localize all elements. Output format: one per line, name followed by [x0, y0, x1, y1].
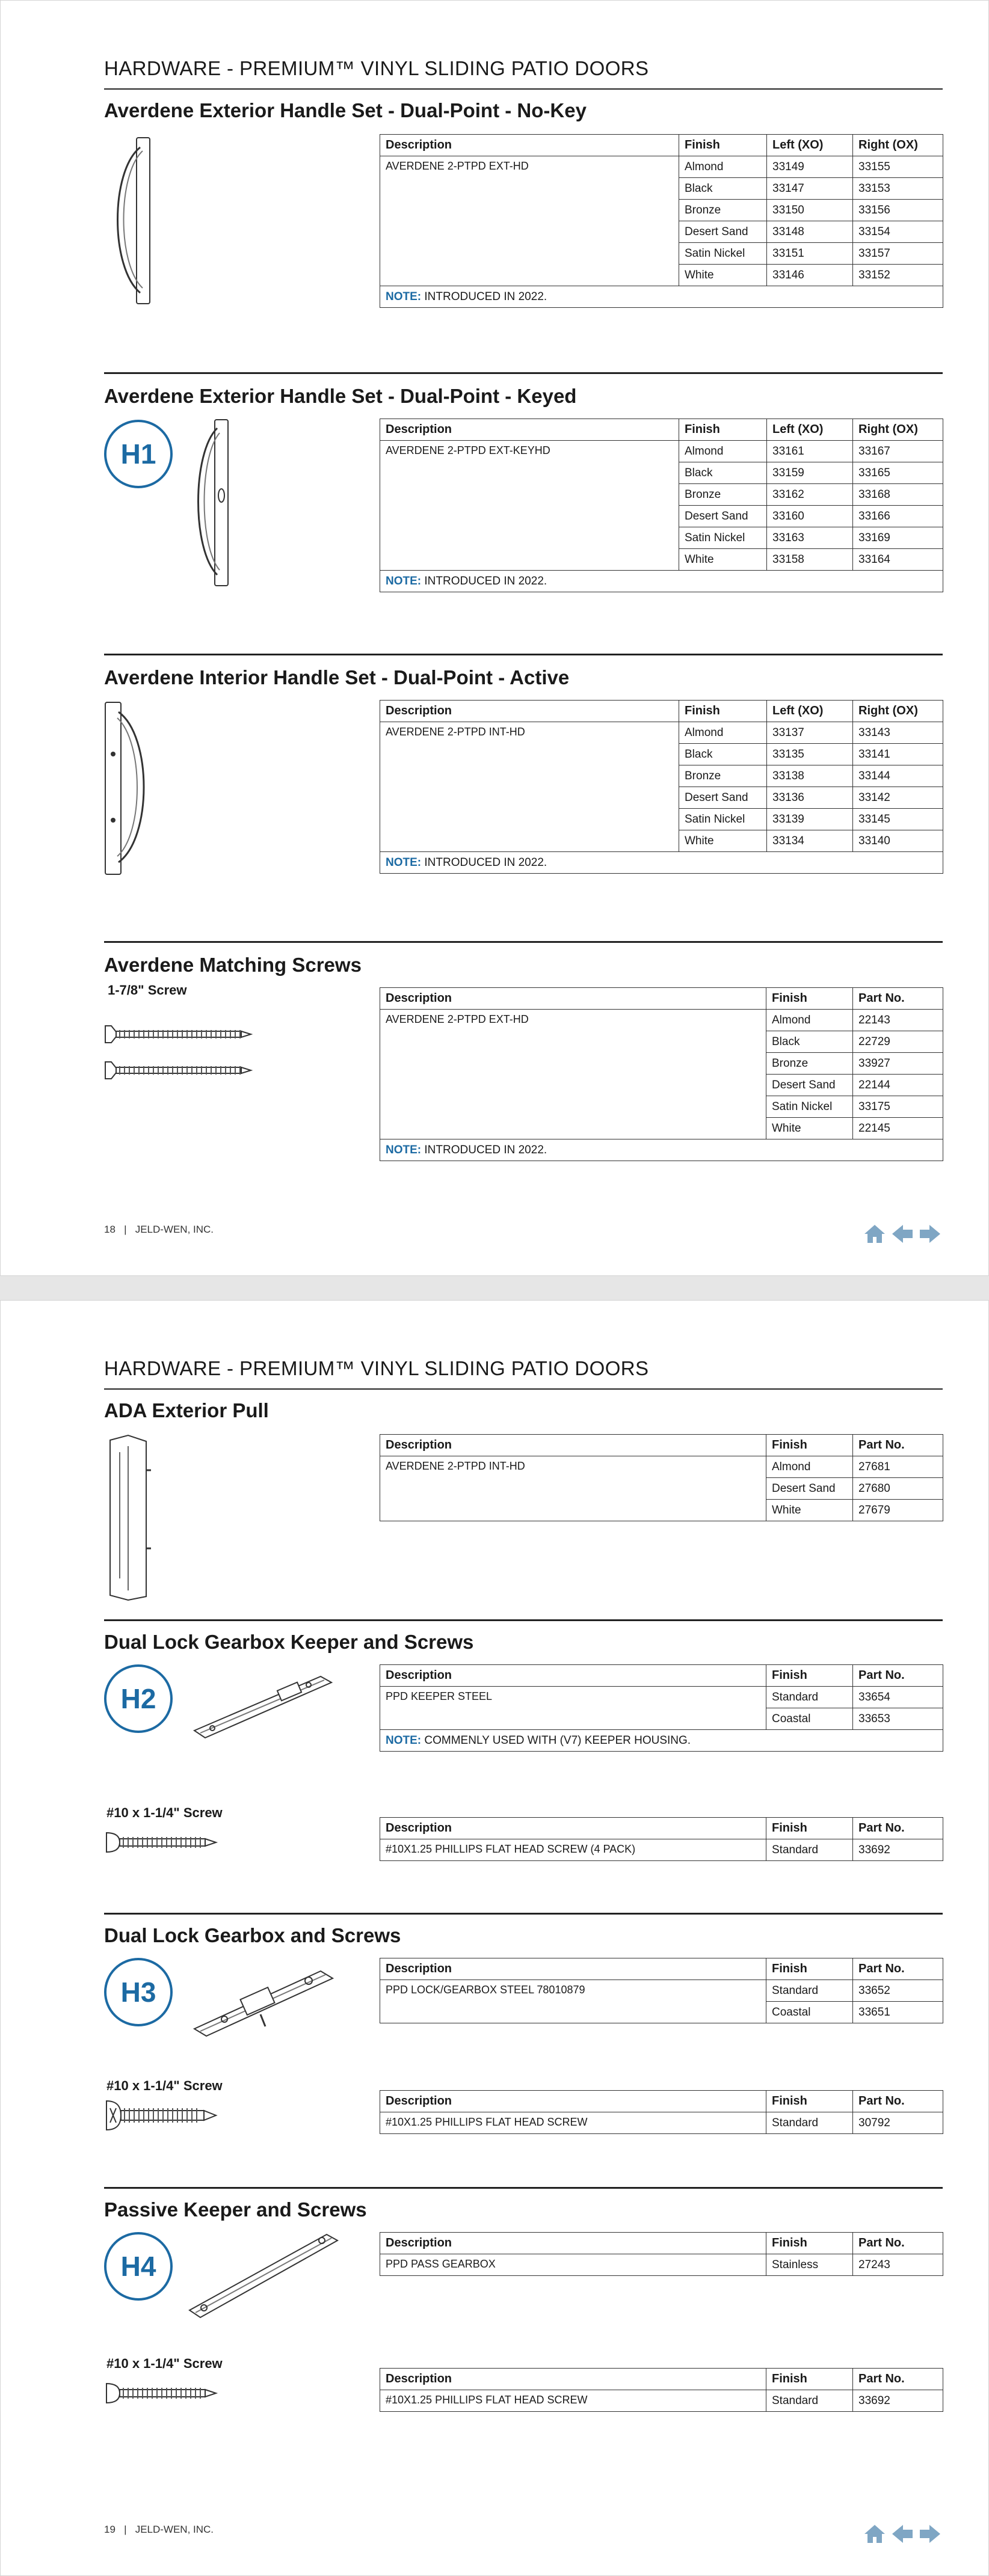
- note-label: NOTE:: [386, 290, 422, 303]
- column-header: Finish: [679, 135, 767, 156]
- keyed-handle-illustration: [194, 417, 236, 590]
- finish-part-table: [380, 1958, 943, 2023]
- left-part-cell: 33151: [767, 243, 853, 265]
- page-number: 18: [104, 1224, 116, 1235]
- left-part-cell: 33139: [767, 809, 853, 830]
- finish-cell: White: [679, 549, 767, 571]
- finish-part-table: [380, 987, 943, 1161]
- finish-cell: Coastal: [766, 2002, 853, 2023]
- column-header: Part No.: [853, 2091, 943, 2112]
- finish-cell: Desert Sand: [679, 506, 767, 527]
- left-part-cell: 33149: [767, 156, 853, 178]
- section-title: Dual Lock Gearbox and Screws: [104, 1924, 401, 1946]
- column-header: Part No.: [853, 988, 943, 1010]
- finish-cell: Bronze: [679, 484, 767, 506]
- right-part-cell: 33140: [853, 830, 943, 852]
- column-header: Part No.: [853, 1958, 943, 1980]
- right-part-cell: 33167: [853, 441, 943, 462]
- description-cell: PPD PASS GEARBOX: [380, 2254, 766, 2276]
- finish-part-table: [380, 2232, 943, 2276]
- left-part-cell: 33160: [767, 506, 853, 527]
- description-cell: PPD KEEPER STEEL: [380, 1687, 766, 1730]
- finish-cell: Black: [679, 462, 767, 484]
- section-matching-screws: [104, 941, 943, 1177]
- page-navigation: [863, 1224, 941, 1244]
- description-cell: #10X1.25 PHILLIPS FLAT HEAD SCREW: [380, 2112, 766, 2134]
- left-part-cell: 33137: [767, 722, 853, 744]
- company-name: JELD-WEN, INC.: [135, 1224, 214, 1235]
- note-row: [380, 852, 943, 874]
- description-cell: AVERDENE 2-PTPD EXT-HD: [380, 156, 679, 286]
- section-title: Averdene Interior Handle Set - Dual-Point - Active: [104, 666, 570, 688]
- section-passive-keeper: [104, 2187, 943, 2471]
- part-number-cell: 27243: [853, 2254, 943, 2276]
- column-header: Right (OX): [853, 135, 943, 156]
- right-part-cell: 33156: [853, 200, 943, 221]
- screw-size-label: #10 x 1-1/4" Screw: [106, 2356, 223, 2371]
- finish-cell: Satin Nickel: [766, 1096, 853, 1118]
- note-row: [380, 1730, 943, 1752]
- right-part-cell: 33145: [853, 809, 943, 830]
- footer-separator: |: [124, 2524, 127, 2535]
- column-header: Part No.: [853, 1818, 943, 1839]
- column-header: Finish: [766, 2091, 853, 2112]
- part-number-cell: 33927: [853, 1053, 943, 1075]
- part-number-cell: 22145: [853, 1118, 943, 1139]
- part-number-cell: 33654: [853, 1687, 943, 1708]
- description-cell: AVERDENE 2-PTPD EXT-KEYHD: [380, 441, 679, 571]
- part-number-cell: 30792: [853, 2112, 943, 2134]
- table-row: [380, 1980, 943, 2002]
- finish-cell: Satin Nickel: [679, 527, 767, 549]
- right-part-cell: 33144: [853, 765, 943, 787]
- note-row: [380, 286, 943, 308]
- finish-cell: Black: [679, 178, 767, 200]
- right-part-cell: 33168: [853, 484, 943, 506]
- previous-page-arrow-icon[interactable]: [891, 2524, 914, 2544]
- column-header: Part No.: [853, 2233, 943, 2254]
- finish-cell: White: [679, 265, 767, 286]
- company-name: JELD-WEN, INC.: [135, 2524, 214, 2535]
- table-row: [380, 156, 943, 178]
- finish-cell: Standard: [766, 1687, 853, 1708]
- finish-cell: Black: [766, 1031, 853, 1053]
- keeper-illustration: [188, 1664, 339, 1743]
- home-icon[interactable]: [863, 2524, 886, 2544]
- column-header: Finish: [766, 1665, 853, 1687]
- finish-cell: Almond: [679, 441, 767, 462]
- left-part-cell: 33162: [767, 484, 853, 506]
- right-part-cell: 33157: [853, 243, 943, 265]
- finish-part-table: [380, 419, 943, 592]
- page-footer: [104, 1224, 214, 1236]
- description-cell: AVERDENE 2-PTPD INT-HD: [380, 1456, 766, 1521]
- section-title: Averdene Exterior Handle Set - Dual-Point - No-Key: [104, 99, 587, 121]
- column-header: Description: [380, 701, 679, 722]
- left-part-cell: 33146: [767, 265, 853, 286]
- finish-cell: Satin Nickel: [679, 243, 767, 265]
- screw-size-label: #10 x 1-1/4" Screw: [106, 1805, 223, 1820]
- finish-cell: Almond: [679, 156, 767, 178]
- callout-badge: H4: [104, 2232, 173, 2301]
- table-row: [380, 1839, 943, 1861]
- note-text: INTRODUCED IN 2022.: [424, 574, 547, 587]
- finish-cell: Satin Nickel: [679, 809, 767, 830]
- column-header: Right (OX): [853, 701, 943, 722]
- callout-badge: H3: [104, 1958, 173, 2026]
- part-number-cell: 33651: [853, 2002, 943, 2023]
- left-part-cell: 33163: [767, 527, 853, 549]
- home-icon[interactable]: [863, 1224, 886, 1244]
- finish-cell: Bronze: [679, 200, 767, 221]
- column-header: Description: [380, 1665, 766, 1687]
- note-row: [380, 571, 943, 592]
- page-navigation: [863, 2524, 941, 2544]
- screw-size-label: #10 x 1-1/4" Screw: [106, 2078, 223, 2093]
- column-header: Left (XO): [767, 419, 853, 441]
- right-part-cell: 33155: [853, 156, 943, 178]
- finish-cell: Desert Sand: [679, 221, 767, 243]
- left-part-cell: 33134: [767, 830, 853, 852]
- section-title: Averdene Matching Screws: [104, 954, 362, 976]
- note-label: NOTE:: [386, 856, 422, 869]
- screw-illustration: [104, 2380, 218, 2406]
- screw-part-table: [380, 2090, 943, 2134]
- table-row: [380, 1010, 943, 1031]
- column-header: Description: [380, 1818, 766, 1839]
- catalog-page-18: [0, 0, 989, 1276]
- section-exterior-handle-no-key: [104, 91, 943, 319]
- column-header: Finish: [766, 2369, 853, 2390]
- finish-cell: White: [679, 830, 767, 852]
- finish-cell: Stainless: [766, 2254, 853, 2276]
- screw-part-table: [380, 2368, 943, 2412]
- ada-pull-illustration: [104, 1434, 158, 1602]
- part-number-cell: 27681: [853, 1456, 943, 1478]
- note-row: [380, 1139, 943, 1161]
- column-header: Part No.: [853, 1435, 943, 1456]
- part-number-cell: 33653: [853, 1708, 943, 1730]
- section-title: Passive Keeper and Screws: [104, 2198, 367, 2221]
- right-part-cell: 33165: [853, 462, 943, 484]
- section-ada-exterior-pull: [104, 1391, 943, 1619]
- column-header: Finish: [766, 2233, 853, 2254]
- left-part-cell: 33135: [767, 744, 853, 765]
- column-header: Description: [380, 2233, 766, 2254]
- column-header: Finish: [766, 1958, 853, 1980]
- finish-part-table: [380, 700, 943, 874]
- finish-cell: Black: [679, 744, 767, 765]
- left-part-cell: 33158: [767, 549, 853, 571]
- finish-cell: Standard: [766, 1980, 853, 2002]
- previous-page-arrow-icon[interactable]: [891, 1224, 914, 1244]
- column-header: Part No.: [853, 1665, 943, 1687]
- page-header: HARDWARE - PREMIUM™ VINYL SLIDING PATIO DOORS: [104, 57, 943, 90]
- section-title: ADA Exterior Pull: [104, 1399, 269, 1421]
- finish-part-table: [380, 1664, 943, 1752]
- column-header: Description: [380, 988, 766, 1010]
- left-part-cell: 33148: [767, 221, 853, 243]
- footer-separator: |: [124, 1224, 127, 1235]
- column-header: Finish: [679, 419, 767, 441]
- screw-illustration: [104, 1829, 218, 1856]
- right-part-cell: 33152: [853, 265, 943, 286]
- gearbox-illustration: [188, 1957, 339, 2041]
- left-part-cell: 33150: [767, 200, 853, 221]
- left-part-cell: 33147: [767, 178, 853, 200]
- finish-cell: Desert Sand: [766, 1478, 853, 1500]
- finish-cell: Bronze: [679, 765, 767, 787]
- next-page-arrow-icon[interactable]: [919, 2524, 941, 2544]
- screw-illustration: [104, 2099, 218, 2132]
- section-gearbox: [104, 1913, 943, 2189]
- part-number-cell: 27680: [853, 1478, 943, 1500]
- note-text: INTRODUCED IN 2022.: [424, 290, 547, 303]
- left-part-cell: 33136: [767, 787, 853, 809]
- column-header: Description: [380, 1958, 766, 1980]
- column-header: Description: [380, 419, 679, 441]
- catalog-page-19: [0, 1300, 989, 2576]
- table-row: [380, 2112, 943, 2134]
- callout-badge: H1: [104, 420, 173, 488]
- finish-cell: Desert Sand: [679, 787, 767, 809]
- description-cell: AVERDENE 2-PTPD INT-HD: [380, 722, 679, 852]
- part-number-cell: 33175: [853, 1096, 943, 1118]
- finish-cell: Almond: [679, 722, 767, 744]
- column-header: Description: [380, 2369, 766, 2390]
- right-part-cell: 33169: [853, 527, 943, 549]
- section-title: Averdene Exterior Handle Set - Dual-Point - Keyed: [104, 385, 577, 407]
- finish-cell: Almond: [766, 1010, 853, 1031]
- finish-cell: Standard: [766, 1839, 853, 1861]
- note-text: COMMENLY USED WITH (V7) KEEPER HOUSING.: [424, 1734, 691, 1747]
- part-number-cell: 33692: [853, 2390, 943, 2412]
- column-header: Finish: [766, 1818, 853, 1839]
- screw-size-label: 1-7/8" Screw: [108, 983, 187, 998]
- screw-illustration: [104, 1020, 254, 1090]
- screw-part-table: [380, 1817, 943, 1861]
- section-title: Dual Lock Gearbox Keeper and Screws: [104, 1631, 474, 1653]
- column-header: Description: [380, 135, 679, 156]
- column-header: Finish: [766, 988, 853, 1010]
- right-part-cell: 33153: [853, 178, 943, 200]
- column-header: Finish: [766, 1435, 853, 1456]
- column-header: Description: [380, 2091, 766, 2112]
- exterior-handle-illustration: [110, 135, 158, 307]
- section-exterior-handle-keyed: [104, 372, 943, 603]
- column-header: Description: [380, 1435, 766, 1456]
- part-number-cell: 22729: [853, 1031, 943, 1053]
- column-header: Left (XO): [767, 135, 853, 156]
- note-text: INTRODUCED IN 2022.: [424, 1143, 547, 1156]
- page-header: HARDWARE - PREMIUM™ VINYL SLIDING PATIO DOORS: [104, 1357, 943, 1390]
- description-cell: #10X1.25 PHILLIPS FLAT HEAD SCREW: [380, 2390, 766, 2412]
- table-row: [380, 1456, 943, 1478]
- left-part-cell: 33138: [767, 765, 853, 787]
- part-number-cell: 33652: [853, 1980, 943, 2002]
- finish-cell: Bronze: [766, 1053, 853, 1075]
- right-part-cell: 33143: [853, 722, 943, 744]
- right-part-cell: 33154: [853, 221, 943, 243]
- finish-cell: Desert Sand: [766, 1075, 853, 1096]
- part-number-cell: 27679: [853, 1500, 943, 1521]
- part-number-cell: 22143: [853, 1010, 943, 1031]
- left-part-cell: 33161: [767, 441, 853, 462]
- finish-cell: Coastal: [766, 1708, 853, 1730]
- description-cell: AVERDENE 2-PTPD EXT-HD: [380, 1010, 766, 1139]
- finish-cell: Standard: [766, 2112, 853, 2134]
- section-gearbox-keeper: [104, 1619, 943, 1915]
- table-row: [380, 441, 943, 462]
- finish-cell: White: [766, 1500, 853, 1521]
- next-page-arrow-icon[interactable]: [919, 1224, 941, 1244]
- description-cell: PPD LOCK/GEARBOX STEEL 78010879: [380, 1980, 766, 2023]
- column-header: Part No.: [853, 2369, 943, 2390]
- right-part-cell: 33164: [853, 549, 943, 571]
- note-label: NOTE:: [386, 1734, 422, 1747]
- part-number-cell: 22144: [853, 1075, 943, 1096]
- finish-part-table: [380, 1434, 943, 1521]
- passive-keeper-illustration: [182, 2226, 345, 2322]
- left-part-cell: 33159: [767, 462, 853, 484]
- table-row: [380, 1687, 943, 1708]
- column-header: Left (XO): [767, 701, 853, 722]
- callout-badge: H2: [104, 1664, 173, 1733]
- right-part-cell: 33141: [853, 744, 943, 765]
- column-header: Right (OX): [853, 419, 943, 441]
- page-footer: [104, 2524, 214, 2536]
- table-row: [380, 2254, 943, 2276]
- finish-cell: White: [766, 1118, 853, 1139]
- finish-cell: Standard: [766, 2390, 853, 2412]
- column-header: Finish: [679, 701, 767, 722]
- page-number: 19: [104, 2524, 116, 2535]
- finish-part-table: [380, 134, 943, 308]
- table-row: [380, 722, 943, 744]
- note-label: NOTE:: [386, 1143, 422, 1156]
- note-label: NOTE:: [386, 574, 422, 587]
- interior-handle-illustration: [104, 700, 152, 878]
- finish-cell: Almond: [766, 1456, 853, 1478]
- part-number-cell: 33692: [853, 1839, 943, 1861]
- table-row: [380, 2390, 943, 2412]
- section-interior-handle-active: [104, 654, 943, 884]
- description-cell: #10X1.25 PHILLIPS FLAT HEAD SCREW (4 PACK): [380, 1839, 766, 1861]
- note-text: INTRODUCED IN 2022.: [424, 856, 547, 869]
- right-part-cell: 33166: [853, 506, 943, 527]
- right-part-cell: 33142: [853, 787, 943, 809]
